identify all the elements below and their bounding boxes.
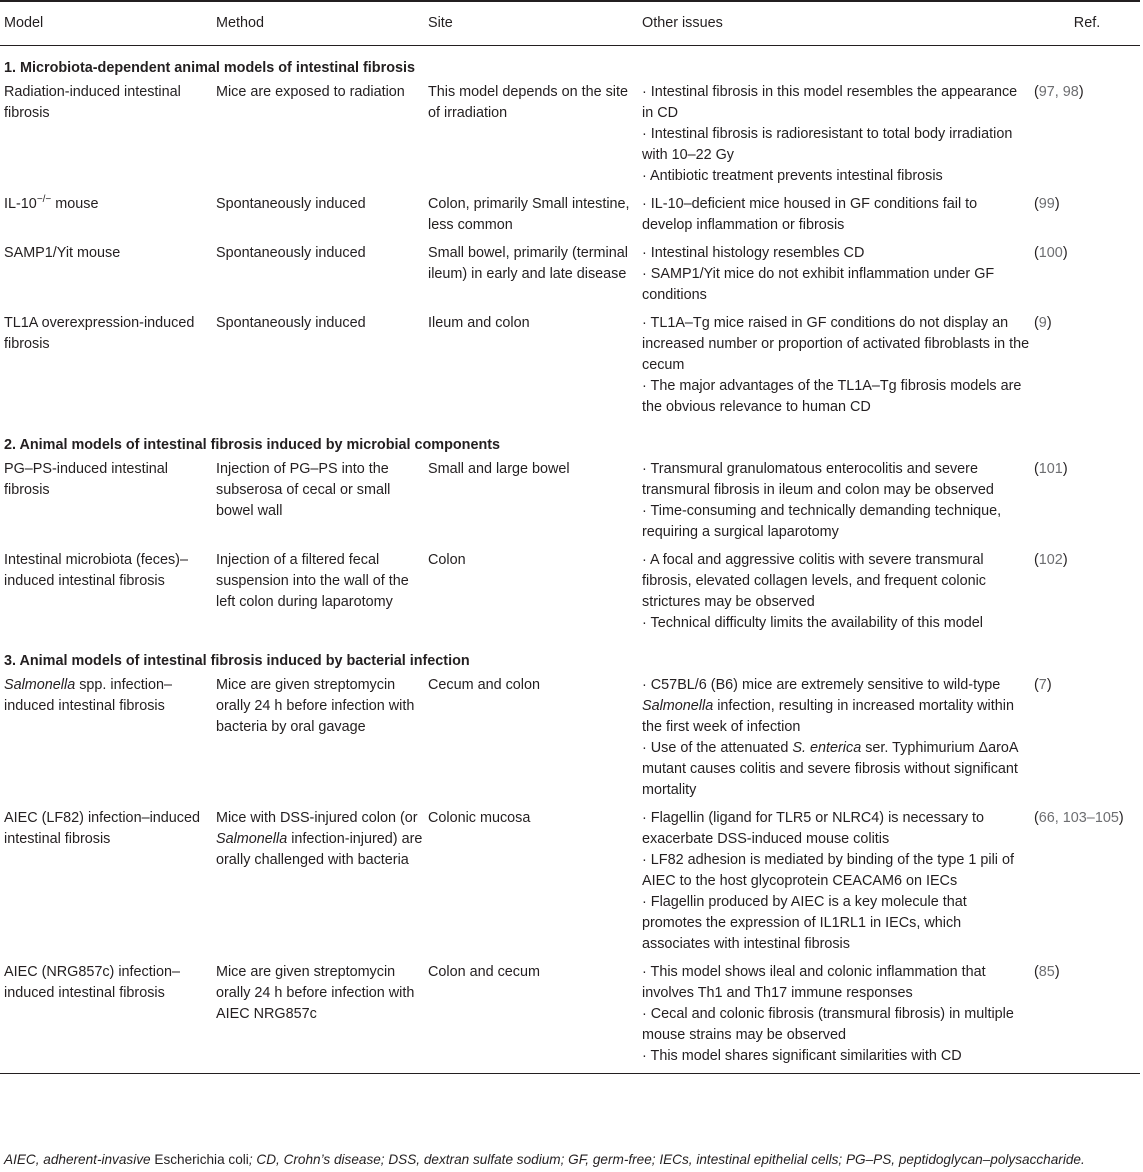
model-cell: PG–PS-induced intestinal fibrosis [4, 461, 168, 498]
model-cell: AIEC (LF82) infection–induced intestinal fibrosis [4, 810, 200, 847]
ref-link[interactable]: 66, 103–105 [1038, 810, 1119, 826]
issue-item: · Flagellin produced by AIEC is a key molecule that promotes the expression of IL1RL1 in IECs, which associates with intestinal fibrosis [642, 894, 967, 952]
site-cell: This model depends on the site of irradiation [428, 84, 628, 121]
site-cell: Small and large bowel [428, 461, 570, 477]
site-cell: Colon [428, 552, 466, 568]
issue-item: · This model shows ileal and colonic inflammation that involves Th1 and Th17 immune responses [642, 964, 986, 1001]
section-heading-row [0, 423, 1140, 457]
ref-cell: (9) [1034, 315, 1052, 331]
issue-item: · Antibiotic treatment prevents intestinal fibrosis [642, 168, 943, 184]
ref-cell: (101) [1034, 461, 1068, 477]
issues-cell [638, 192, 1030, 241]
issue-item: · The major advantages of the TL1A–Tg fibrosis models are the obvious relevance to human CD [642, 378, 1022, 415]
section-title: 2. Animal models of intestinal fibrosis induced by microbial components [4, 437, 501, 453]
issue-item: · LF82 adhesion is mediated by binding of the type 1 pili of AIEC to the host glycoprotein CEACAM6 on IECs [642, 852, 1014, 889]
method-cell: Mice are exposed to radiation [216, 84, 405, 100]
table-row [0, 548, 1140, 639]
ref-link[interactable]: 101 [1038, 461, 1063, 477]
method-cell: Spontaneously induced [216, 196, 366, 212]
section-heading-row [0, 639, 1140, 673]
issues-cell [638, 806, 1030, 960]
model-cell: Intestinal microbiota (feces)–induced intestinal fibrosis [4, 552, 188, 589]
issue-item: · Intestinal fibrosis in this model resembles the appearance in CD [642, 84, 1018, 121]
method-cell: Injection of a filtered fecal suspension into the wall of the left colon during laparotomy [216, 552, 409, 610]
issue-item: · IL-10–deficient mice housed in GF conditions fail to develop inflammation or fibrosis [642, 196, 978, 233]
section-heading-row [0, 46, 1140, 81]
issue-item: · Technical difficulty limits the availability of this model [642, 615, 983, 631]
issue-item: · A focal and aggressive colitis with severe transmural fibrosis, elevated collagen levels, and frequent colonic strictures may be observed [642, 552, 986, 610]
method-cell: Injection of PG–PS into the subserosa of cecal or small bowel wall [216, 461, 391, 519]
site-cell: Small bowel, primarily (terminal ileum) in early and late disease [428, 245, 628, 282]
issues-cell [638, 311, 1030, 423]
method-cell: Spontaneously induced [216, 245, 366, 261]
header-model: Model [0, 1, 212, 46]
issues-cell [638, 80, 1030, 192]
table-row [0, 311, 1140, 423]
method-cell: Mice are given streptomycin orally 24 h before infection with AIEC NRG857c [212, 960, 424, 1074]
header-method: Method [212, 1, 424, 46]
table-row [0, 192, 1140, 241]
table-row [0, 457, 1140, 548]
issue-item: · Intestinal fibrosis is radioresistant to total body irradiation with 10–22 Gy [642, 126, 1013, 163]
ref-link[interactable]: 9 [1038, 315, 1047, 331]
table-footnote: AIEC, adherent-invasive Escherichia coli; CD, Crohn’s disease; DSS, dextran sulfate sodium; GF, germ-free; IECs, intestinal epithelial cells; PG–PS, peptidoglycan–polysaccharide. [4, 1152, 1085, 1167]
ref-cell: (102) [1034, 552, 1068, 568]
ref-link[interactable]: 102 [1038, 552, 1063, 568]
header-other-issues: Other issues [638, 1, 1030, 46]
issues-cell [638, 457, 1030, 548]
issues-cell [638, 673, 1030, 806]
method-cell: Mice with DSS-injured colon (or Salmonella infection-injured) are orally challenged with bacteria [216, 810, 423, 868]
site-cell: Ileum and colon [428, 315, 530, 331]
issue-item: · Transmural granulomatous enterocolitis and severe transmural fibrosis in ileum and colon may be observed [642, 461, 994, 498]
section-title: 3. Animal models of intestinal fibrosis induced by bacterial infection [4, 653, 470, 669]
model-cell: AIEC (NRG857c) infection–induced intestinal fibrosis [0, 960, 212, 1074]
ref-cell: (97, 98) [1034, 84, 1084, 100]
ref-link[interactable]: 85 [1038, 964, 1055, 980]
model-cell: SAMP1/Yit mouse [4, 245, 121, 261]
table-row [0, 80, 1140, 192]
header-site: Site [424, 1, 638, 46]
table-row [0, 241, 1140, 311]
ref-link[interactable]: 7 [1038, 677, 1047, 693]
ref-link[interactable]: 100 [1038, 245, 1063, 261]
issue-item: · Time-consuming and technically demanding technique, requiring a surgical laparotomy [642, 503, 1002, 540]
issue-item: · This model shares significant similarities with CD [642, 1048, 962, 1064]
section-title: 1. Microbiota-dependent animal models of intestinal fibrosis [4, 60, 415, 76]
issue-item: · SAMP1/Yit mice do not exhibit inflammation under GF conditions [642, 266, 995, 303]
issues-cell [638, 241, 1030, 311]
issue-item: · TL1A–Tg mice raised in GF conditions do not display an increased number or proportion of activated fibroblasts in the cecum [642, 315, 1030, 373]
table-row [0, 806, 1140, 960]
issue-item: · C57BL/6 (B6) mice are extremely sensitive to wild-type Salmonella infection, resulting in increased mortality within the first week of infection [642, 677, 1014, 735]
ref-cell: (7) [1034, 677, 1052, 693]
method-cell: Spontaneously induced [216, 315, 366, 331]
header-ref: Ref. [1030, 1, 1140, 46]
site-cell: Colon and cecum [424, 960, 638, 1074]
ref-cell: (99) [1034, 196, 1060, 212]
issues-cell [638, 960, 1030, 1074]
site-cell: Colon, primarily Small intestine, less common [428, 196, 630, 233]
table-row [0, 960, 1140, 1074]
site-cell: Colonic mucosa [428, 810, 531, 826]
ref-link[interactable]: 99 [1038, 196, 1055, 212]
issues-cell [638, 548, 1030, 639]
ref-cell: (85) [1030, 960, 1140, 1074]
model-cell: IL-10−/− mouse [4, 194, 99, 212]
model-cell: Radiation-induced intestinal fibrosis [4, 84, 181, 121]
site-cell: Cecum and colon [428, 677, 540, 693]
issue-item: · Cecal and colonic fibrosis (transmural fibrosis) in multiple mouse strains may be observed [642, 1006, 1014, 1043]
issue-item: · Use of the attenuated S. enterica ser. Typhimurium ΔaroA mutant causes colitis and severe fibrosis without significant mortality [642, 740, 1018, 798]
issue-item: · Flagellin (ligand for TLR5 or NLRC4) is necessary to exacerbate DSS-induced mouse colitis [642, 810, 985, 847]
method-cell: Mice are given streptomycin orally 24 h before infection with bacteria by oral gavage [216, 677, 415, 735]
model-cell: Salmonella spp. infection–induced intestinal fibrosis [4, 677, 173, 714]
table-header-row [0, 1, 1140, 46]
model-cell: TL1A overexpression-induced fibrosis [4, 315, 195, 352]
table-row [0, 673, 1140, 806]
issue-item: · Intestinal histology resembles CD [642, 245, 865, 261]
ref-cell: (100) [1034, 245, 1068, 261]
ref-cell: (66, 103–105) [1034, 810, 1124, 826]
ref-link[interactable]: 97, 98 [1038, 84, 1079, 100]
